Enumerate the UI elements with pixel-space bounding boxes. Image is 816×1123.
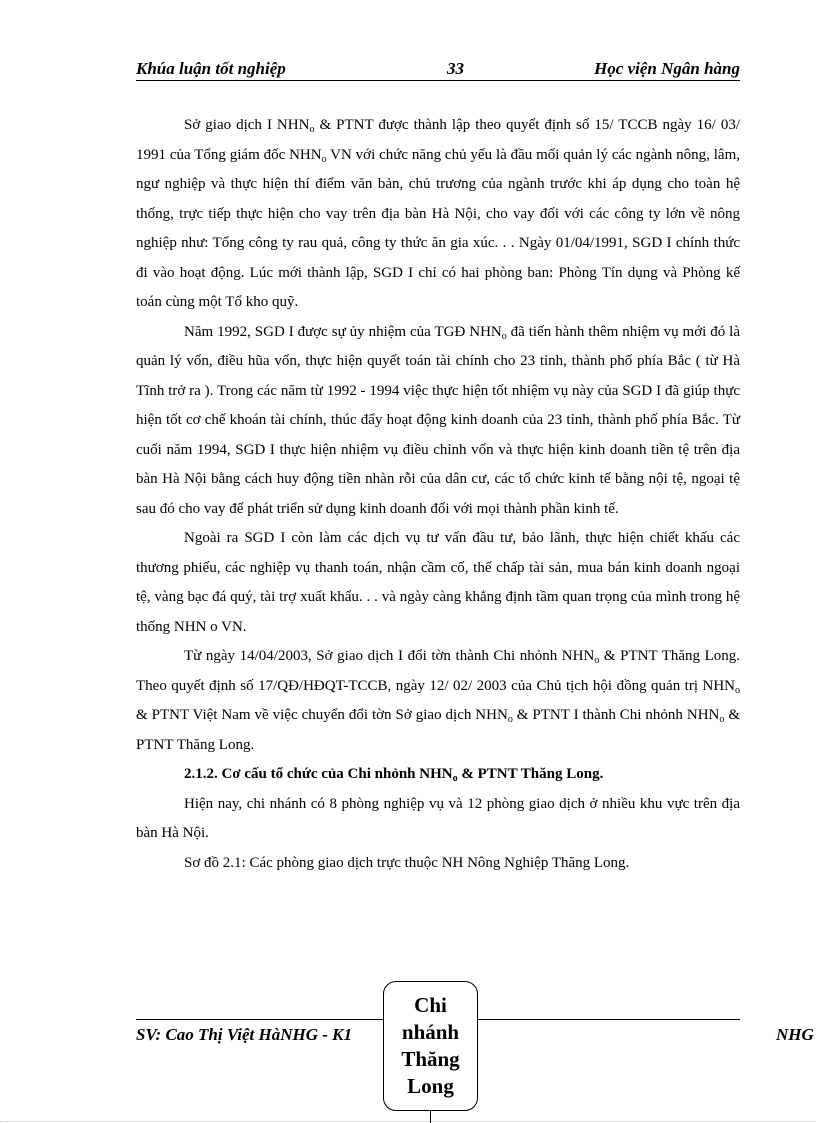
- document-body: [136, 111, 740, 878]
- page-break-dots: [0, 1121, 816, 1122]
- footer-class: NHG: [776, 1025, 814, 1044]
- paragraph-branches: Hiện nay, chi nhánh có 8 phòng nghiệp vụ và 12 phòng giao dịch ở nhiều khu vực trên địa bàn Hà Nội.: [136, 795, 740, 841]
- header-thesis-title: Khúa luận tốt nghiệp: [136, 59, 286, 78]
- org-chart-root-label: Chi nhánh Thăng Long: [401, 993, 460, 1098]
- section-heading: 2.1.2. Cơ cấu tổ chức của Chi nhỏnh $NHN_o$ & PTNT Thăng Long.: [184, 766, 604, 784]
- diagram-caption: Sơ đồ 2.1: Các phòng giao dịch trực thuộc NH Nông Nghiệp Thăng Long.: [184, 854, 630, 871]
- page-header: [136, 58, 740, 81]
- org-chart-root-box: [383, 981, 478, 1111]
- paragraph-rename: Từ ngày 14/04/2003, Sở giao dịch I đổi tờn thành Chi nhỏnh $NHN_o$ & PTNT Thăng Long. Theo quyết định số 17/QĐ/HĐQT-TCCB, ngày 12/ 02/ 2003 của Chủ tịch hội đồng quản trị $NHN_o$ & PTNT Việt Nam về việc chuyển đổi tờn Sở giao dịch $NHN_o$ & PTNT I thành Chi nhỏnh $NHN_o$ & PTNT Thăng Long.: [136, 648, 741, 753]
- header-page-number: 33: [447, 59, 464, 78]
- paragraph-1992: Năm 1992, SGD I được sự ủy nhiệm của TGĐ $NHN_o$ đã tiến hành thêm nhiệm vụ mới đó là quản lý vốn, điều hũa vốn, thực hiện quyết toán tài chính cho 23 tỉnh, thành phố phía Bắc ( từ Hà Tĩnh trở ra ). Trong các năm từ 1992 - 1994 việc thực hiện tốt nhiệm vụ này của SGD I đã giúp thực hiện tốt cơ chế khoán tài chính, thúc đẩy hoạt động kinh doanh của 23 tỉnh, thành phố phía Bắc. Từ cuối năm 1994, SGD I thực hiện nhiệm vụ điều chỉnh vốn và thực hiện kinh doanh tiền tệ trên địa bàn Hà Nội bằng cách huy động tiền nhàn rỗi của dân cư, các tổ chức kinh tế bằng nội tệ, ngoại tệ sau đó cho vay để phát triển sử dụng kinh doanh đối với mọi thành phần kinh tế.: [136, 323, 740, 517]
- header-institution: Học viện Ngân hàng: [594, 59, 740, 78]
- paragraph-history: Sở giao dịch I $NHN_o$ & PTNT được thành lập theo quyết định số 15/ TCCB ngày 16/ 03/ 1991 của Tổng giám đốc $NHN_o$ VN với chức năng chủ yếu là đầu mối quản lý các ngành nông, lâm, ngư nghiệp và thực hiện thí điểm văn bản, chủ trương của ngành trước khi áp dụng cho toàn hệ thống, trực tiếp thực hiện cho vay trên địa bàn Hà Nội, cho vay đối với các công ty lớn về nông nghiệp như: Tổng công ty rau quả, công ty thức ăn gia xúc. . . Ngày 01/04/1991, SGD I chính thức đi vào hoạt động. Lúc mới thành lập, SGD I chỉ có hai phòng ban: Phòng Tín dụng và Phòng kế toán cùng một Tổ kho quỹ.: [136, 117, 740, 310]
- paragraph-services: Ngoài ra SGD I còn làm các dịch vụ tư vấn đầu tư, bảo lãnh, thực hiện chiết khấu các thương phiếu, các nghiệp vụ thanh toán, nhận cầm cố, thế chấp tài sản, mua bán kinh doanh ngoại tệ, vàng bạc đá quý, tài trợ xuất khẩu. . . và ngày càng khẳng định tầm quan trọng của mình trong hệ thống NHN o VN.: [136, 530, 740, 635]
- footer-student: SV: Cao Thị Việt HàNHG - K1: [136, 1025, 352, 1044]
